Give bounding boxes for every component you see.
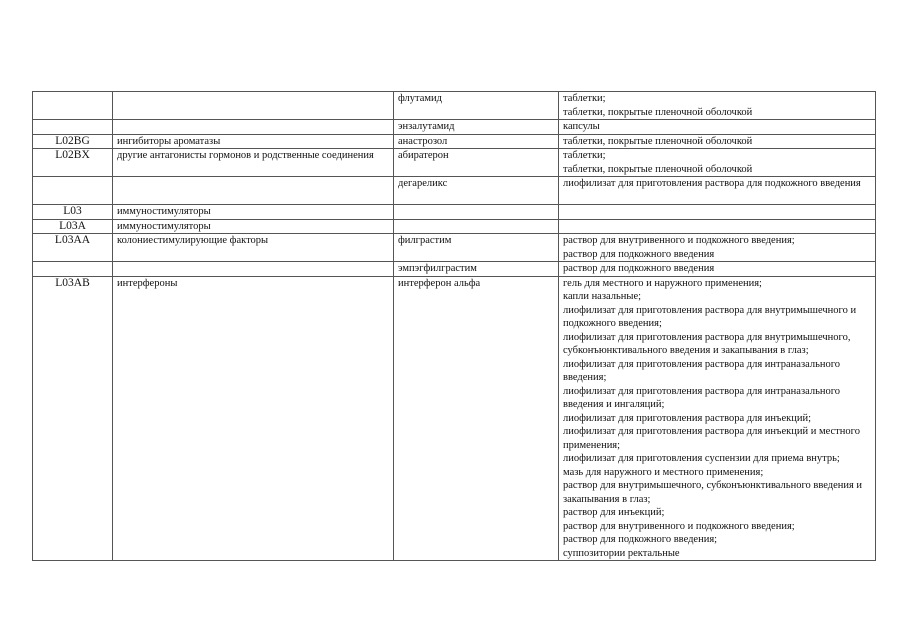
atc-code-cell: L02BX	[33, 149, 113, 177]
group-name-cell: колониестимулирующие факторы	[113, 234, 394, 262]
group-name-cell	[113, 177, 394, 205]
atc-code-cell	[33, 177, 113, 205]
dosage-form-cell: раствор для внутривенного и подкожного введения; раствор для подкожного введения	[559, 234, 876, 262]
table-row	[33, 177, 876, 205]
group-name-cell	[113, 262, 394, 277]
drug-name-cell: дегареликс	[394, 177, 559, 205]
drug-name-cell: абиратерон	[394, 149, 559, 177]
table-row	[33, 219, 876, 234]
dosage-form-cell: лиофилизат для приготовления раствора для подкожного введения	[559, 177, 876, 205]
drug-name-cell	[394, 205, 559, 220]
drug-name-cell: эмпэгфилграстим	[394, 262, 559, 277]
drug-name-cell: анастрозол	[394, 134, 559, 149]
dosage-form-cell	[559, 219, 876, 234]
atc-code-cell: L03AB	[33, 276, 113, 561]
drug-name-cell: интерферон альфа	[394, 276, 559, 561]
atc-code-cell: L02BG	[33, 134, 113, 149]
dosage-form-cell: таблетки; таблетки, покрытые пленочной оболочкой	[559, 92, 876, 120]
drug-name-cell	[394, 219, 559, 234]
table-row	[33, 234, 876, 262]
drug-name-cell: энзалутамид	[394, 120, 559, 135]
table-row	[33, 205, 876, 220]
group-name-cell	[113, 92, 394, 120]
table-row	[33, 262, 876, 277]
drug-name-cell: флутамид	[394, 92, 559, 120]
group-name-cell	[113, 120, 394, 135]
table-row	[33, 149, 876, 177]
atc-code-cell	[33, 262, 113, 277]
drug-table	[32, 91, 876, 561]
dosage-form-cell: таблетки, покрытые пленочной оболочкой	[559, 134, 876, 149]
group-name-cell: другие антагонисты гормонов и родственные соединения	[113, 149, 394, 177]
group-name-cell: иммуностимуляторы	[113, 219, 394, 234]
dosage-form-cell: капсулы	[559, 120, 876, 135]
dosage-form-cell: таблетки; таблетки, покрытые пленочной оболочкой	[559, 149, 876, 177]
atc-code-cell	[33, 92, 113, 120]
table-row	[33, 276, 876, 561]
atc-code-cell: L03AA	[33, 234, 113, 262]
group-name-cell: интерфероны	[113, 276, 394, 561]
group-name-cell: ингибиторы ароматазы	[113, 134, 394, 149]
table-row	[33, 134, 876, 149]
atc-code-cell: L03A	[33, 219, 113, 234]
dosage-form-cell: гель для местного и наружного применения; капли назальные; лиофилизат для приготовления раствора для внутримышечного и подкожного введения; лиофилизат для приготовления раствора для внутримышечного, субконъюнктивального введения и закапывания в глаз; лиофилизат для приготовления раствора для интраназального введения; лиофилизат для приготовления раствора для интраназального введения и ингаляций; лиофилизат для приготовления раствора для инъекций; лиофилизат для приготовления раствора для инъекций и местного применения; лиофилизат для приготовления суспензии для приема внутрь; мазь для наружного и местного применения; раствор для внутримышечного, субконъюнктивального введения и закапывания в глаз; раствор для инъекций; раствор для внутривенного и подкожного введения; раствор для подкожного введения; суппозитории ректальные	[559, 276, 876, 561]
dosage-form-cell: раствор для подкожного введения	[559, 262, 876, 277]
table-row	[33, 92, 876, 120]
dosage-form-cell	[559, 205, 876, 220]
table-row	[33, 120, 876, 135]
group-name-cell: иммуностимуляторы	[113, 205, 394, 220]
atc-code-cell	[33, 120, 113, 135]
drug-name-cell: филграстим	[394, 234, 559, 262]
atc-code-cell: L03	[33, 205, 113, 220]
